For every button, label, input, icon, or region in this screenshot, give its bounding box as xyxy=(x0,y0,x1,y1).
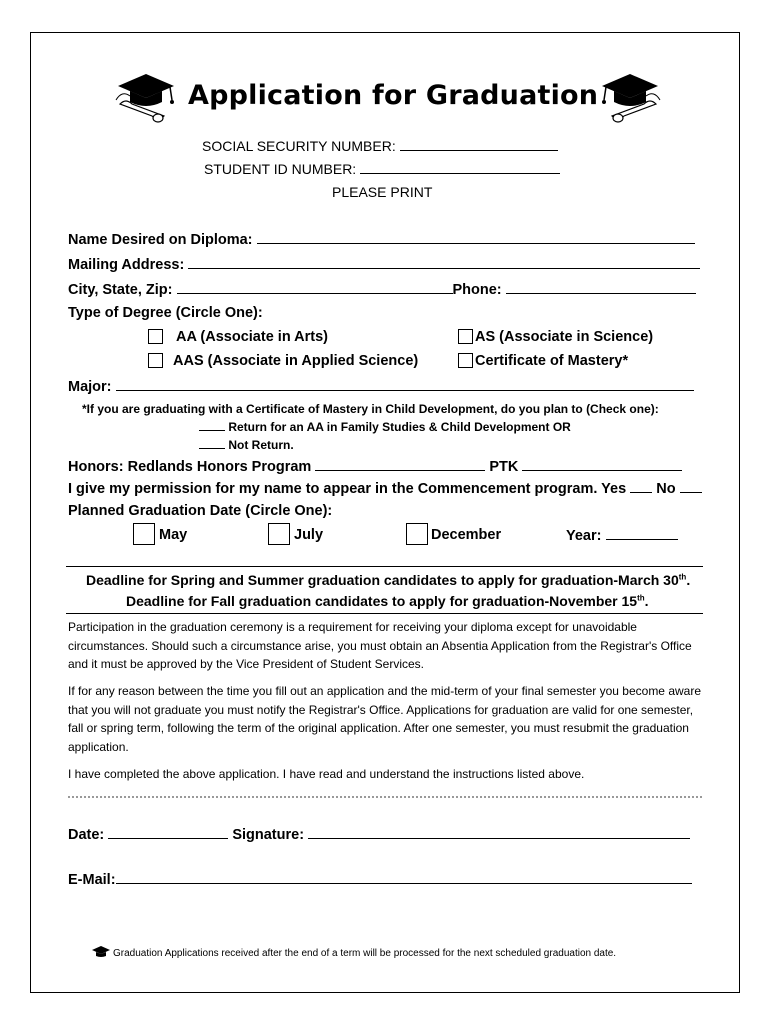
signature-field[interactable] xyxy=(308,826,690,839)
cert-option-return xyxy=(199,420,571,434)
permission-row xyxy=(68,480,702,497)
cert-return-label: Return for an AA in Family Studies & Child Development OR xyxy=(228,420,571,434)
student-id-field[interactable] xyxy=(360,161,560,174)
deadline-fall-end: . xyxy=(644,593,649,609)
ptk-field[interactable] xyxy=(522,458,682,471)
planned-label: Planned Graduation Date (Circle One): xyxy=(68,503,333,519)
name-row xyxy=(68,231,695,248)
honors-label: Honors: Redlands Honors Program xyxy=(68,459,312,475)
december-label: December xyxy=(431,527,502,543)
ssn-field[interactable] xyxy=(400,138,558,151)
city-label: City, State, Zip: xyxy=(68,282,173,298)
ptk-label: PTK xyxy=(489,459,519,475)
degree-aa-checkbox[interactable] xyxy=(148,329,163,344)
print-note: PLEASE PRINT xyxy=(332,184,433,200)
city-field[interactable] xyxy=(177,281,453,294)
no-label: No xyxy=(656,481,676,497)
ssn-row xyxy=(202,138,558,154)
deadline-spring xyxy=(86,572,690,588)
degree-as-label: AS (Associate in Science) xyxy=(475,329,654,345)
graduation-cap-diploma-icon xyxy=(590,70,665,125)
date-field[interactable] xyxy=(108,826,228,839)
july-checkbox[interactable] xyxy=(268,523,290,545)
date-label: Date: xyxy=(68,827,105,843)
major-row xyxy=(68,378,694,395)
deadline-fall-sup: th xyxy=(637,593,645,603)
footer-note: Graduation Applications received after the end of a term will be processed for the next scheduled graduation date. xyxy=(113,948,617,959)
date-signature-row xyxy=(68,826,690,843)
phone-label: Phone: xyxy=(452,282,502,298)
name-label: Name Desired on Diploma: xyxy=(68,232,253,248)
degree-as-checkbox[interactable] xyxy=(458,329,473,344)
divider-top xyxy=(66,566,703,567)
phone-field[interactable] xyxy=(506,281,696,294)
mailing-label: Mailing Address: xyxy=(68,257,185,273)
cert-return-field[interactable] xyxy=(199,420,225,431)
cert-not-return-label: Not Return. xyxy=(228,438,294,452)
mailing-field[interactable] xyxy=(188,256,700,269)
acknowledgement-paragraph: I have completed the above application. I have read and understand the instructions listed above. xyxy=(68,767,585,781)
july-label: July xyxy=(294,527,324,543)
deadline-spring-sup: th xyxy=(678,572,687,582)
year-row xyxy=(566,527,678,544)
graduation-cap-diploma-icon xyxy=(112,70,187,125)
city-row xyxy=(68,281,696,298)
degree-label: Type of Degree (Circle One): xyxy=(68,305,263,321)
honors-row xyxy=(68,458,682,475)
email-field[interactable] xyxy=(116,871,692,884)
participation-paragraph: Participation in the graduation ceremony is a requirement for receiving your diploma except for unavoidable circumstances. Should such a circumstance arise, you must obtain an Absentia Application from the Registrar's Office and it must be approved by the Vice President of Student Services. xyxy=(68,620,692,672)
mailing-row xyxy=(68,256,700,273)
cert-not-return-field[interactable] xyxy=(199,438,225,449)
year-field[interactable] xyxy=(606,527,678,540)
honors-field[interactable] xyxy=(315,458,485,471)
deadline-fall xyxy=(126,593,649,609)
deadline-spring-text: Deadline for Spring and Summer graduation candidates to apply for graduation-March 30 xyxy=(86,572,679,588)
yes-field[interactable] xyxy=(630,480,652,493)
student-id-label: STUDENT ID NUMBER: xyxy=(204,161,357,177)
year-label: Year: xyxy=(566,528,602,544)
registrar-paragraph: If for any reason between the time you fill out an application and the mid-term of your final semester you become aware that you will not graduate you must notify the Registrar's Office. Applications for graduation are valid for one semester, fall or spring term, following the term of the original application. After one semester, you must resubmit the graduation application. xyxy=(68,684,701,755)
graduation-cap-icon xyxy=(92,946,110,958)
email-row xyxy=(68,871,692,888)
may-checkbox[interactable] xyxy=(133,523,155,545)
divider-bottom xyxy=(66,613,703,614)
may-label: May xyxy=(159,527,188,543)
major-label: Major: xyxy=(68,379,112,395)
december-checkbox[interactable] xyxy=(406,523,428,545)
degree-cert-label: Certificate of Mastery* xyxy=(475,353,629,369)
cert-option-not-return xyxy=(199,438,294,452)
major-field[interactable] xyxy=(116,378,694,391)
cert-note: *If you are graduating with a Certificate of Mastery in Child Development, do you plan to (Check one): xyxy=(82,402,659,416)
ssn-label: SOCIAL SECURITY NUMBER: xyxy=(202,138,396,154)
dotted-separator xyxy=(68,796,702,798)
signature-label: Signature: xyxy=(232,827,305,843)
deadline-spring-end: . xyxy=(686,572,691,588)
degree-aas-checkbox[interactable] xyxy=(148,353,163,368)
permission-text: I give my permission for my name to appear in the Commencement program. Yes xyxy=(68,481,627,497)
no-field[interactable] xyxy=(680,480,702,493)
student-id-row xyxy=(204,161,560,177)
page-title: Application for Graduation xyxy=(188,80,599,111)
degree-aa-label: AA (Associate in Arts) xyxy=(176,329,329,345)
email-label: E-Mail: xyxy=(68,872,116,888)
degree-cert-checkbox[interactable] xyxy=(458,353,473,368)
deadline-fall-text: Deadline for Fall graduation candidates to apply for graduation-November 15 xyxy=(126,593,638,609)
degree-aas-label: AAS (Associate in Applied Science) xyxy=(173,353,419,369)
name-field[interactable] xyxy=(257,231,695,244)
